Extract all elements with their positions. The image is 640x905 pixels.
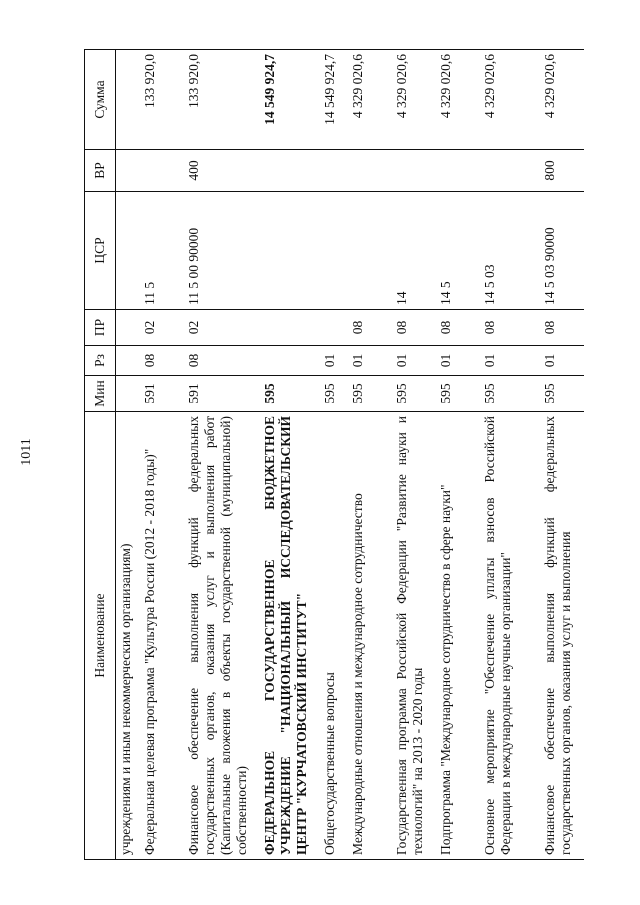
row-csr: 11 5 00 90000	[184, 192, 260, 310]
row-min: 595	[436, 376, 480, 412]
row-min: 595	[320, 376, 348, 412]
row-rz: 01	[480, 346, 540, 376]
row-vr	[260, 150, 320, 192]
row-csr: 14	[392, 192, 436, 310]
row-sum: 4 329 020,6	[436, 50, 480, 150]
table-header-row	[85, 50, 116, 860]
row-pr: 08	[480, 310, 540, 346]
row-name: Финансовое обеспечение выполнения функций федеральных государственных органов, оказания услуг и выполнения работ (Капитальные вложения в объекты государственной (муниципальной) собственности)	[184, 412, 260, 860]
row-name: Государственная программа Российской Федерации "Развитие науки и технологий" на 2013 - 2020 годы	[392, 412, 436, 860]
row-csr: 14 5	[436, 192, 480, 310]
row-csr	[260, 192, 320, 310]
table-row	[348, 50, 392, 860]
row-pr: 02	[140, 310, 184, 346]
table-row	[480, 50, 540, 860]
row-sum: 133 920,0	[140, 50, 184, 150]
row-vr	[348, 150, 392, 192]
table-row	[436, 50, 480, 860]
row-name: учреждениям и иным некоммерческим организациям)	[116, 412, 141, 860]
row-min: 591	[140, 376, 184, 412]
row-rz: 01	[320, 346, 348, 376]
row-vr: 400	[184, 150, 260, 192]
table-row	[392, 50, 436, 860]
row-vr	[436, 150, 480, 192]
row-rz: 01	[436, 346, 480, 376]
header-vr: ВР	[85, 150, 116, 192]
row-csr	[348, 192, 392, 310]
row-pr	[320, 310, 348, 346]
header-rz: Рз	[85, 346, 116, 376]
row-min: 595	[260, 376, 320, 412]
row-pr: 08	[348, 310, 392, 346]
row-rz	[260, 346, 320, 376]
row-sum: 14 549 924,7	[260, 50, 320, 150]
row-sum: 14 549 924,7	[320, 50, 348, 150]
row-vr	[320, 150, 348, 192]
row-sum: 4 329 020,6	[392, 50, 436, 150]
row-csr: 11 5	[140, 192, 184, 310]
table-row	[140, 50, 184, 860]
row-sum: 133 920,0	[184, 50, 260, 150]
row-name: Федеральная целевая программа "Культура России (2012 - 2018 годы)"	[140, 412, 184, 860]
table-row	[184, 50, 260, 860]
table-row	[320, 50, 348, 860]
row-rz: 01	[348, 346, 392, 376]
rotated-page	[84, 50, 614, 860]
row-min: 595	[392, 376, 436, 412]
row-pr	[260, 310, 320, 346]
row-csr: 14 5 03 90000	[540, 192, 584, 310]
row-rz: 01	[392, 346, 436, 376]
row-vr	[140, 150, 184, 192]
row-pr: 08	[540, 310, 584, 346]
row-sum: 4 329 020,6	[348, 50, 392, 150]
row-vr	[392, 150, 436, 192]
row-min: 591	[184, 376, 260, 412]
row-rz	[116, 346, 141, 376]
row-name: Общегосударственные вопросы	[320, 412, 348, 860]
row-pr: 08	[392, 310, 436, 346]
table-row	[116, 50, 141, 860]
row-min	[116, 376, 141, 412]
row-vr	[480, 150, 540, 192]
row-name: Финансовое обеспечение выполнения функций федеральных государственных органов, оказания услуг и выполнения	[540, 412, 584, 860]
row-pr: 08	[436, 310, 480, 346]
row-name: Международные отношения и международное сотрудничество	[348, 412, 392, 860]
row-name: Основное мероприятие "Обеспечение уплаты взносов Российской Федерации в международные научные организации"	[480, 412, 540, 860]
row-pr: 02	[184, 310, 260, 346]
row-pr	[116, 310, 141, 346]
row-min: 595	[540, 376, 584, 412]
row-sum	[116, 50, 141, 150]
page-number: 1011	[19, 438, 34, 466]
row-sum: 4 329 020,6	[480, 50, 540, 150]
header-sum: Сумма	[85, 50, 116, 150]
header-pr: ПР	[85, 310, 116, 346]
row-csr	[116, 192, 141, 310]
row-sum: 4 329 020,6	[540, 50, 584, 150]
row-min: 595	[480, 376, 540, 412]
row-min: 595	[348, 376, 392, 412]
header-csr: ЦСР	[85, 192, 116, 310]
header-min: Мин	[85, 376, 116, 412]
header-name: Наименование	[85, 412, 116, 860]
row-name: Подпрограмма "Международное сотрудничество в сфере науки"	[436, 412, 480, 860]
row-name: ФЕДЕРАЛЬНОЕ ГОСУДАРСТВЕННОЕ БЮДЖЕТНОЕ УЧРЕЖДЕНИЕ "НАЦИОНАЛЬНЫЙ ИССЛЕДОВАТЕЛЬСКИЙ ЦЕНТР "КУРЧАТОВСКИЙ ИНСТИТУТ"	[260, 412, 320, 860]
row-rz: 01	[540, 346, 584, 376]
row-vr	[116, 150, 141, 192]
row-rz: 08	[140, 346, 184, 376]
table-row	[260, 50, 320, 860]
row-csr: 14 5 03	[480, 192, 540, 310]
row-rz: 08	[184, 346, 260, 376]
row-vr: 800	[540, 150, 584, 192]
row-csr	[320, 192, 348, 310]
budget-table	[84, 49, 584, 860]
table-row	[540, 50, 584, 860]
